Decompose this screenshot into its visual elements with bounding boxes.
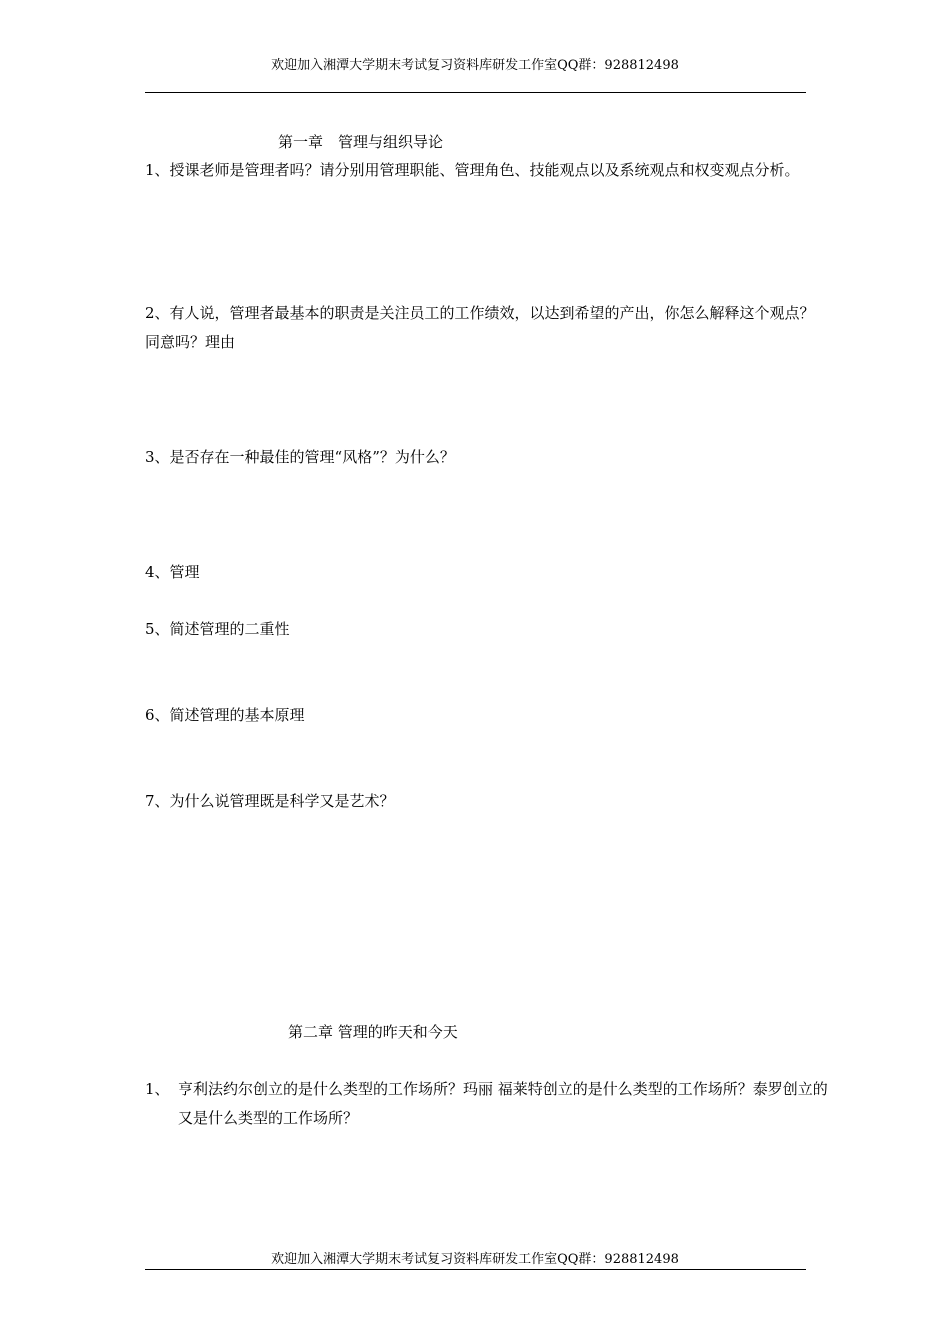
chapter-1-question-4: 4、管理	[145, 563, 200, 581]
question-number: 1、	[145, 1080, 170, 1098]
page-header: 欢迎加入湘潭大学期末考试复习资料库研发工作室QQ群：928812498	[271, 58, 679, 73]
chapter-1-question-3: 3、是否存在一种最佳的管理“风格”？为什么？	[145, 448, 455, 466]
chapter-2-title: 第二章 管理的昨天和今天	[288, 1023, 458, 1041]
chapter-1-question-7: 7、为什么说管理既是科学又是艺术？	[145, 792, 395, 810]
question-text: 亨利法约尔创立的是什么类型的工作场所？玛丽 福莱特创立的是什么类型的工作场所？泰罗创立的又是什么类型的工作场所？	[178, 1080, 828, 1127]
page-footer: 欢迎加入湘潭大学期末考试复习资料库研发工作室QQ群：928812498	[271, 1252, 679, 1267]
chapter-1-question-6: 6、简述管理的基本原理	[145, 706, 305, 724]
chapter-1-question-2: 2、有人说，管理者最基本的职责是关注员工的工作绩效，以达到希望的产出，你怎么解释这个观点？同意吗？理由	[145, 304, 815, 351]
footer-rule	[145, 1269, 806, 1270]
chapter-1-title: 第一章 管理与组织导论	[278, 133, 444, 151]
chapter-1-question-1: 1、授课老师是管理者吗？请分别用管理职能、管理角色、技能观点以及系统观点和权变观点分析。	[145, 161, 800, 179]
chapter-1-question-5: 5、简述管理的二重性	[145, 620, 290, 638]
header-rule	[145, 92, 806, 93]
